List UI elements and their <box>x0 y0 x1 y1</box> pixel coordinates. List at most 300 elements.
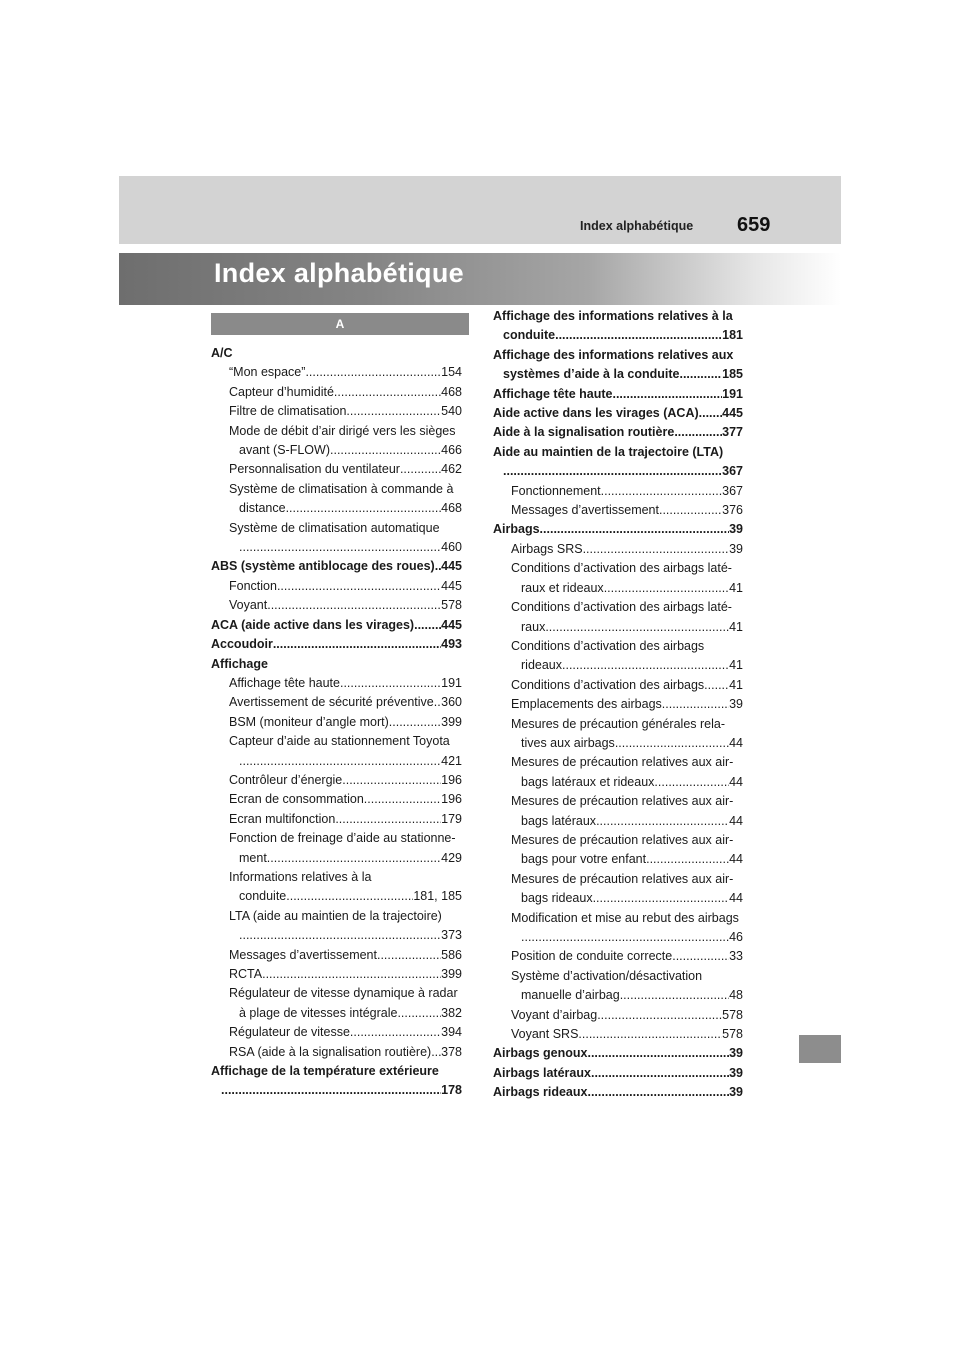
index-entry-line <box>229 849 462 868</box>
index-term: bags rideaux <box>521 891 593 906</box>
dot-leader <box>335 810 441 829</box>
index-entry-line <box>229 1004 462 1023</box>
dot-leader <box>591 1064 729 1083</box>
index-entry-line <box>229 460 462 479</box>
dot-leader <box>239 538 441 557</box>
index-term: “Mon espace” <box>229 365 306 380</box>
index-entry <box>493 598 743 637</box>
index-entry-line <box>511 967 743 986</box>
letter-heading: A <box>211 313 469 335</box>
page-reference[interactable]: 39 <box>729 1085 743 1100</box>
index-entry-line <box>211 635 462 654</box>
index-entry <box>211 965 462 984</box>
page-reference[interactable]: 39 <box>729 697 743 712</box>
index-entry <box>493 831 743 870</box>
page-reference[interactable]: 39 <box>729 1065 743 1080</box>
index-term: Personnalisation du ventilateur <box>229 462 400 477</box>
index-entry-line <box>493 365 743 384</box>
index-entry-line <box>493 326 743 345</box>
dot-leader <box>400 460 441 479</box>
dot-leader <box>503 462 722 481</box>
index-entry-line <box>211 557 462 576</box>
page-reference[interactable]: 44 <box>729 774 743 789</box>
dot-leader <box>604 579 729 598</box>
page-reference[interactable]: 33 <box>729 949 743 964</box>
page-reference[interactable]: 421 <box>441 753 462 768</box>
index-entry <box>493 307 743 346</box>
page-reference[interactable]: 382 <box>441 1005 462 1020</box>
index-entry-line <box>511 637 743 656</box>
dot-leader <box>601 482 723 501</box>
index-entry <box>211 402 462 421</box>
page-reference[interactable]: 468 <box>441 384 462 399</box>
index-term: Position de conduite correcte <box>511 949 673 964</box>
dot-leader <box>431 1043 441 1062</box>
index-entry-line <box>511 482 743 501</box>
index-entry-line <box>493 1083 743 1102</box>
index-term: Ecran de consommation <box>229 792 364 807</box>
page-reference[interactable]: 181 <box>722 328 743 343</box>
page-reference[interactable]: 191 <box>722 386 743 401</box>
index-entry-line <box>229 752 462 771</box>
dot-leader <box>340 674 441 693</box>
dot-leader <box>699 404 723 423</box>
index-entry <box>493 385 743 404</box>
dot-leader <box>620 986 729 1005</box>
index-entry-line <box>511 656 743 675</box>
index-entry <box>493 482 743 501</box>
index-entry-line <box>229 713 462 732</box>
dot-leader <box>679 365 722 384</box>
index-term: Mesures de précaution relatives aux air- <box>511 871 734 886</box>
page-reference[interactable]: 39 <box>729 1046 743 1061</box>
index-term: conduite <box>239 889 287 904</box>
index-entry-line <box>229 480 462 499</box>
page-reference[interactable]: 41 <box>729 677 743 692</box>
dot-leader <box>334 383 441 402</box>
page-reference[interactable]: 468 <box>441 501 462 516</box>
index-entry <box>211 363 462 382</box>
index-term: Capteur d’aide au stationnement Toyota <box>229 734 450 749</box>
dot-leader <box>267 849 441 868</box>
index-entry-line <box>511 947 743 966</box>
index-entry-line <box>511 986 743 1005</box>
index-entry-line <box>511 695 743 714</box>
dot-leader <box>389 713 441 732</box>
index-entry-line <box>211 655 462 674</box>
page-reference[interactable]: 394 <box>441 1025 462 1040</box>
index-entry-line <box>229 984 462 1003</box>
index-column-left <box>211 344 462 1101</box>
dot-leader <box>377 946 441 965</box>
dot-leader <box>239 752 441 771</box>
index-entry-line <box>493 1044 743 1063</box>
index-entry <box>211 1043 462 1062</box>
page-reference[interactable]: 445 <box>441 578 462 593</box>
index-entry-line <box>511 579 743 598</box>
index-entry <box>211 480 462 519</box>
dot-leader <box>239 926 441 945</box>
dot-leader <box>262 965 441 984</box>
index-term: ment <box>239 850 267 865</box>
page-reference[interactable]: 578 <box>722 1007 743 1022</box>
index-term: Régulateur de vitesse <box>229 1025 350 1040</box>
index-term: Conditions d’activation des airbags laté- <box>511 561 732 576</box>
page-reference[interactable]: 39 <box>729 541 743 556</box>
index-entry <box>211 344 462 363</box>
index-entry <box>493 909 743 948</box>
index-entry <box>211 946 462 965</box>
index-term: RSA (aide à la signalisation routière) <box>229 1044 432 1059</box>
index-entry <box>493 520 743 539</box>
index-entry-line <box>229 596 462 615</box>
index-term: rideaux <box>521 658 562 673</box>
index-term: Affichage tête haute <box>493 386 613 401</box>
index-entry <box>493 423 743 442</box>
page-reference[interactable]: 360 <box>441 695 462 710</box>
page-reference[interactable]: 44 <box>729 735 743 750</box>
index-entry-line <box>229 383 462 402</box>
index-term: ACA (aide active dans les virages) <box>211 617 415 632</box>
index-entry-line <box>229 441 462 460</box>
index-term: Régulateur de vitesse dynamique à radar <box>229 986 458 1001</box>
index-entry-line <box>493 462 743 481</box>
page-reference[interactable]: 540 <box>441 404 462 419</box>
header-section-label: Index alphabétique <box>580 219 694 233</box>
index-term: bags latéraux <box>521 813 597 828</box>
index-entry <box>211 790 462 809</box>
index-term: Modification et mise au rebut des airbags <box>511 910 739 925</box>
index-entry <box>493 695 743 714</box>
index-entry-line <box>211 1081 462 1100</box>
index-term: RCTA <box>229 967 263 981</box>
index-entry <box>493 753 743 792</box>
page-number: 659 <box>737 214 771 236</box>
dot-leader <box>305 363 441 382</box>
dot-leader <box>704 676 729 695</box>
index-entry-line <box>229 965 462 984</box>
dot-leader <box>672 947 729 966</box>
index-term: Voyant SRS <box>511 1027 579 1042</box>
index-entry-line <box>229 363 462 382</box>
page-reference[interactable]: 44 <box>729 852 743 867</box>
dot-leader <box>414 616 441 635</box>
dot-leader <box>654 773 729 792</box>
page-reference[interactable]: 373 <box>441 928 462 943</box>
dot-leader <box>596 812 729 831</box>
index-term: Voyant <box>229 598 268 613</box>
page-reference[interactable]: 378 <box>441 1044 462 1059</box>
index-term: Mesures de précaution relatives aux air- <box>511 794 734 809</box>
dot-leader <box>277 577 441 596</box>
index-entry <box>211 907 462 946</box>
dot-leader <box>330 441 441 460</box>
index-term: Capteur d’humidité <box>229 384 334 399</box>
index-entry-line <box>511 618 743 637</box>
index-entry <box>211 732 462 771</box>
header-band <box>119 176 841 244</box>
index-column-right <box>493 307 743 1103</box>
index-term: ABS (système antiblocage des roues) <box>211 559 435 574</box>
dot-leader <box>267 596 441 615</box>
dot-leader <box>555 326 722 345</box>
index-term: Filtre de climatisation <box>229 404 347 419</box>
index-term: Système d’activation/désactivation <box>511 968 703 983</box>
page-reference[interactable]: 367 <box>722 483 743 498</box>
dot-leader <box>583 540 730 559</box>
index-entry-line <box>229 771 462 790</box>
dot-leader <box>221 1081 441 1100</box>
index-entry <box>211 596 462 615</box>
index-entry-line <box>511 889 743 908</box>
index-entry <box>493 1064 743 1083</box>
index-term: Mesures de précaution relatives aux air- <box>511 755 734 770</box>
index-entry <box>211 557 462 576</box>
page-reference[interactable]: 578 <box>441 598 462 613</box>
page-reference[interactable]: 196 <box>441 792 462 807</box>
index-term: bags pour votre enfant <box>521 852 647 867</box>
index-entry <box>493 676 743 695</box>
index-entry <box>211 422 462 461</box>
index-entry <box>211 713 462 732</box>
index-entry-line <box>229 732 462 751</box>
index-entry-line <box>511 792 743 811</box>
page-reference[interactable]: 377 <box>722 425 743 440</box>
index-term: raux <box>521 619 546 634</box>
index-entry-line <box>229 810 462 829</box>
index-entry-line <box>229 674 462 693</box>
index-term: à plage de vitesses intégrale <box>239 1005 398 1020</box>
index-entry <box>493 346 743 385</box>
index-term: Affichage des informations relatives à la <box>493 309 733 323</box>
page-title: Index alphabétique <box>214 258 464 288</box>
index-term: bags latéraux et rideaux <box>521 774 655 789</box>
index-term: Fonctionnement <box>511 483 601 498</box>
index-entry-line <box>511 773 743 792</box>
index-term: Affichage de la température extérieure <box>211 1064 439 1079</box>
page-reference[interactable]: 367 <box>722 464 743 479</box>
index-entry-line <box>229 577 462 596</box>
index-term: Airbags <box>493 522 540 537</box>
index-entry-line <box>511 1025 743 1044</box>
dot-leader <box>615 734 729 753</box>
index-term: Ecran multifonction <box>229 811 336 826</box>
index-term: avant (S-FLOW) <box>239 443 330 458</box>
index-entry <box>211 383 462 402</box>
index-entry <box>211 984 462 1023</box>
index-entry <box>493 559 743 598</box>
dot-leader <box>597 1006 722 1025</box>
page-reference[interactable]: 39 <box>729 522 743 537</box>
section-tab <box>799 1035 841 1063</box>
index-term: Fonction de freinage d’aide au stationne- <box>229 831 456 846</box>
index-entry <box>493 715 743 754</box>
index-term: tives aux airbags <box>521 735 615 750</box>
page-reference[interactable]: 154 <box>441 365 462 380</box>
index-term: systèmes d’aide à la conduite <box>503 367 680 382</box>
index-entry-line <box>229 1023 462 1042</box>
index-entry-line <box>511 559 743 578</box>
dot-leader <box>587 1083 729 1102</box>
index-entry-line <box>493 520 743 539</box>
page-reference[interactable]: 178 <box>441 1083 462 1098</box>
index-entry <box>211 829 462 868</box>
index-entry-line <box>511 909 743 928</box>
page-reference[interactable]: 445 <box>441 559 462 574</box>
index-entry-line <box>511 540 743 559</box>
dot-leader <box>587 1044 729 1063</box>
dot-leader <box>364 790 441 809</box>
index-entry <box>211 635 462 654</box>
index-entry <box>493 1083 743 1102</box>
page-reference[interactable]: 179 <box>441 811 462 826</box>
dot-leader <box>659 501 722 520</box>
index-entry <box>493 1025 743 1044</box>
index-entry-line <box>229 499 462 518</box>
index-entry <box>493 443 743 482</box>
index-term: Emplacements des airbags <box>511 697 662 712</box>
dot-leader <box>674 423 722 442</box>
index-term: Fonction <box>229 578 277 593</box>
index-entry-line <box>211 1062 462 1081</box>
page-reference[interactable]: 466 <box>441 443 462 458</box>
page-reference[interactable]: 48 <box>729 988 743 1003</box>
page-reference[interactable]: 493 <box>441 637 462 652</box>
index-term: Mode de débit d’air dirigé vers les sièges <box>229 423 456 438</box>
dot-leader <box>342 771 441 790</box>
index-entry-line <box>229 887 462 906</box>
page-reference[interactable]: 41 <box>729 658 743 673</box>
page-reference[interactable]: 445 <box>722 406 743 421</box>
page-reference[interactable]: 44 <box>729 813 743 828</box>
page-reference[interactable]: 181, 185 <box>413 889 462 904</box>
page-reference[interactable]: 191 <box>441 675 462 690</box>
page-reference[interactable]: 196 <box>441 772 462 787</box>
index-entry <box>211 868 462 907</box>
index-term: Voyant d’airbag <box>511 1007 598 1022</box>
dot-leader <box>662 695 729 714</box>
index-term: distance <box>239 501 286 516</box>
index-entry <box>211 810 462 829</box>
index-term: Accoudoir <box>211 637 273 652</box>
page-reference[interactable]: 462 <box>441 462 462 477</box>
index-entry-line <box>493 443 743 462</box>
index-entry <box>493 501 743 520</box>
index-entry <box>211 771 462 790</box>
index-entry-line <box>229 790 462 809</box>
index-entry <box>493 967 743 1006</box>
index-term: Contrôleur d’énergie <box>229 772 343 787</box>
index-entry-line <box>493 307 743 326</box>
index-entry-line <box>511 850 743 869</box>
index-entry-line <box>511 812 743 831</box>
page-reference[interactable]: 429 <box>441 850 462 865</box>
page-reference[interactable]: 44 <box>729 891 743 906</box>
index-entry <box>211 577 462 596</box>
index-entry-line <box>511 1006 743 1025</box>
dot-leader <box>397 1004 441 1023</box>
index-entry <box>493 637 743 676</box>
index-term: Airbags latéraux <box>493 1065 591 1080</box>
index-entry-line <box>229 926 462 945</box>
index-entry-line <box>229 946 462 965</box>
dot-leader <box>350 1023 441 1042</box>
index-entry <box>493 1044 743 1063</box>
page-reference[interactable]: 578 <box>722 1027 743 1042</box>
page-reference[interactable]: 41 <box>729 619 743 634</box>
index-entry <box>211 1062 462 1101</box>
index-entry-line <box>229 538 462 557</box>
page-reference[interactable]: 46 <box>729 930 743 944</box>
page-reference[interactable]: 460 <box>441 540 462 555</box>
index-entry <box>493 540 743 559</box>
index-entry <box>211 616 462 635</box>
page-reference[interactable]: 399 <box>441 967 462 981</box>
page-reference[interactable]: 41 <box>729 580 743 595</box>
index-term: Messages d’avertissement <box>511 503 659 518</box>
dot-leader <box>545 618 729 637</box>
index-entry-line <box>511 501 743 520</box>
dot-leader <box>273 635 441 654</box>
index-term: Conditions d’activation des airbags laté- <box>511 600 732 615</box>
index-entry-line <box>511 734 743 753</box>
page-reference[interactable]: 399 <box>441 714 462 729</box>
index-entry-line <box>493 1064 743 1083</box>
index-entry-line <box>229 422 462 441</box>
dot-leader <box>434 693 441 712</box>
index-entry <box>493 792 743 831</box>
index-entry-line <box>511 598 743 617</box>
index-entry-line <box>229 693 462 712</box>
index-entry <box>211 1023 462 1042</box>
index-term: Conditions d’activation des airbags <box>511 638 705 653</box>
page-reference[interactable]: 445 <box>441 617 462 632</box>
dot-leader <box>562 656 729 675</box>
index-term: Système de climatisation automatique <box>229 520 440 535</box>
dot-leader <box>578 1025 722 1044</box>
index-entry-line <box>511 831 743 850</box>
index-term: Mesures de précaution générales rela- <box>511 716 726 731</box>
page-reference[interactable]: 185 <box>722 367 743 382</box>
page-reference[interactable]: 376 <box>722 503 743 518</box>
index-entry-line <box>229 1043 462 1062</box>
index-entry-line <box>493 404 743 423</box>
index-term: Messages d’avertissement <box>229 947 377 962</box>
index-term: Mesures de précaution relatives aux air- <box>511 832 734 847</box>
index-entry <box>493 947 743 966</box>
index-term: Airbags rideaux <box>493 1085 588 1100</box>
dot-leader <box>540 520 730 539</box>
index-entry <box>211 674 462 693</box>
index-term: LTA (aide au maintien de la trajectoire) <box>229 908 442 923</box>
dot-leader <box>286 887 413 906</box>
index-entry-line <box>229 829 462 848</box>
index-entry <box>211 519 462 558</box>
index-entry-line <box>211 616 462 635</box>
dot-leader <box>521 928 729 947</box>
page-reference[interactable]: 586 <box>441 947 462 962</box>
index-entry-line <box>493 346 743 365</box>
index-entry-line <box>493 385 743 404</box>
index-entry <box>211 460 462 479</box>
index-entry <box>211 693 462 712</box>
index-term: Affichage <box>211 656 268 671</box>
index-entry-line <box>511 928 743 947</box>
index-term: Affichage tête haute <box>229 675 340 690</box>
index-term: Informations relatives à la <box>229 869 372 884</box>
index-entry-line <box>211 344 462 363</box>
index-entry-line <box>229 402 462 421</box>
